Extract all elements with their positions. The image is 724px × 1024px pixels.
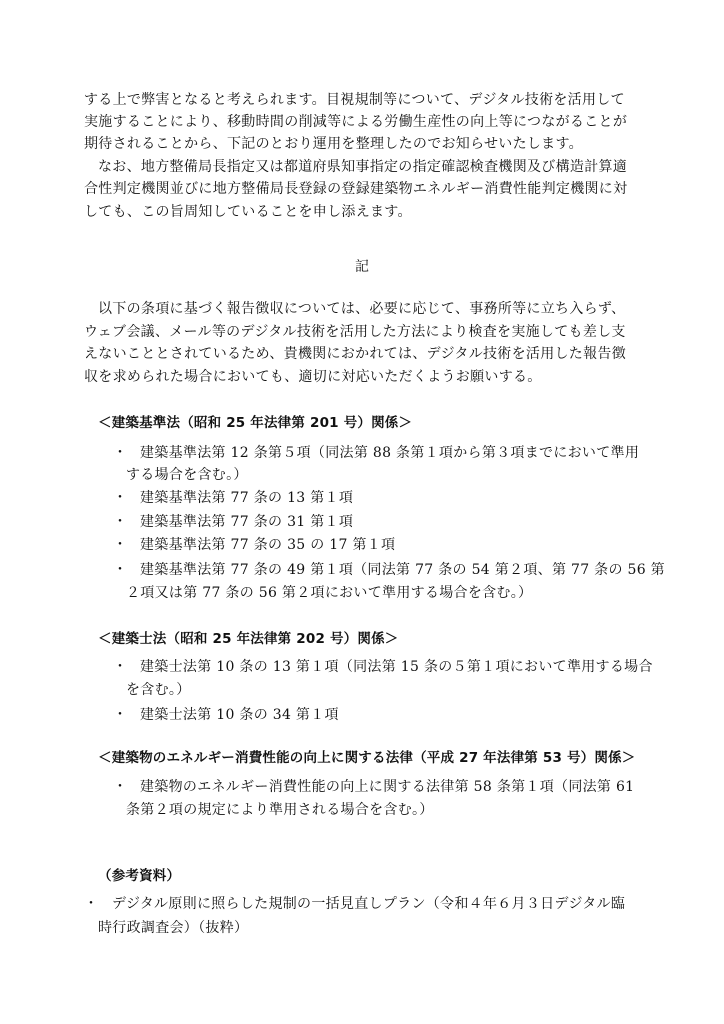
- bullet-marker: ・: [113, 537, 127, 553]
- section-item-line: する場合を含む。）: [126, 467, 248, 483]
- bullet-marker: ・: [113, 490, 127, 506]
- section-item-line: ２項又は第 77 条の 56 第２項において準用する場合を含む。）: [126, 585, 533, 601]
- bullet-marker: ・: [113, 562, 127, 578]
- section-item-line: 建築基準法第 77 条の 13 第１項: [140, 490, 354, 506]
- section-heading: ＜建築物のエネルギー消費性能の向上に関する法律（平成 27 年法律第 53 号）関係＞: [98, 750, 636, 766]
- section-item-line: 建築基準法第 12 条第５項（同法第 88 条第１項から第３項までにおいて準用: [140, 445, 640, 461]
- intro-line: なお、地方整備局長指定又は都道府県知事指定の指定確認検査機関及び構造計算適: [98, 159, 628, 175]
- intro-line: 実施することにより、移動時間の削減等による労働生産性の向上等につながることが: [84, 114, 628, 130]
- main-paragraph-line: 収を求められた場合においても、適切に対応いただくようお願いする。: [84, 369, 542, 385]
- ki-heading: 記: [355, 259, 370, 275]
- section-item-line: 建築基準法第 77 条の 49 第１項（同法第 77 条の 54 第２項、第 77 条の 56 第: [140, 562, 665, 578]
- section-item-line: 条第２項の規定により準用される場合を含む。）: [126, 802, 434, 818]
- section-heading: ＜建築基準法（昭和 25 年法律第 201 号）関係＞: [98, 415, 413, 431]
- bullet-marker: ・: [113, 445, 127, 461]
- section-item-line: 建築士法第 10 条の 13 第１項（同法第 15 条の５第１項において準用する場合: [140, 659, 653, 675]
- reference-heading: （参考資料）: [98, 868, 181, 884]
- intro-line: 合性判定機関並びに地方整備局長登録の登録建築物エネルギー消費性能判定機関に対: [84, 181, 628, 197]
- bullet-marker: ・: [113, 707, 127, 723]
- bullet-marker: ・: [113, 779, 127, 795]
- bullet-marker: ・: [113, 659, 127, 675]
- main-paragraph-line: えないこととされているため、貴機関におかれては、デジタル技術を活用した報告徴: [84, 346, 626, 362]
- bullet-marker: ・: [113, 514, 127, 530]
- bullet-marker: ・: [84, 896, 98, 912]
- intro-line: 期待されることから、下記のとおり運用を整理したのでお知らせいたします。: [84, 136, 583, 152]
- section-item-line: 建築士法第 10 条の 34 第１項: [140, 707, 339, 723]
- section-item-line: 建築基準法第 77 条の 31 第１項: [140, 514, 354, 530]
- intro-line: する上で弊害となると考えられます。目視規制等について、デジタル技術を活用して: [84, 92, 625, 108]
- reference-item-line: デジタル原則に照らした規制の一括見直しプラン（令和４年６月３日デジタル臨: [112, 896, 626, 912]
- section-item-line: を含む。）: [126, 682, 191, 698]
- section-item-line: 建築基準法第 77 条の 35 の 17 第１項: [140, 537, 396, 553]
- section-item-line: 建築物のエネルギー消費性能の向上に関する法律第 58 条第１項（同法第 61: [140, 779, 635, 795]
- section-heading: ＜建築士法（昭和 25 年法律第 202 号）関係＞: [98, 631, 399, 647]
- reference-item-line: 時行政調査会）（抜粋）: [98, 920, 249, 936]
- main-paragraph-line: ウェブ会議、メール等のデジタル技術を活用した方法により検査を実施しても差し支: [84, 324, 626, 340]
- intro-line: しても、この旨周知していることを申し添えます。: [84, 204, 412, 220]
- main-paragraph-line: 以下の条項に基づく報告徴収については、必要に応じて、事務所等に立ち入らず、: [98, 301, 626, 317]
